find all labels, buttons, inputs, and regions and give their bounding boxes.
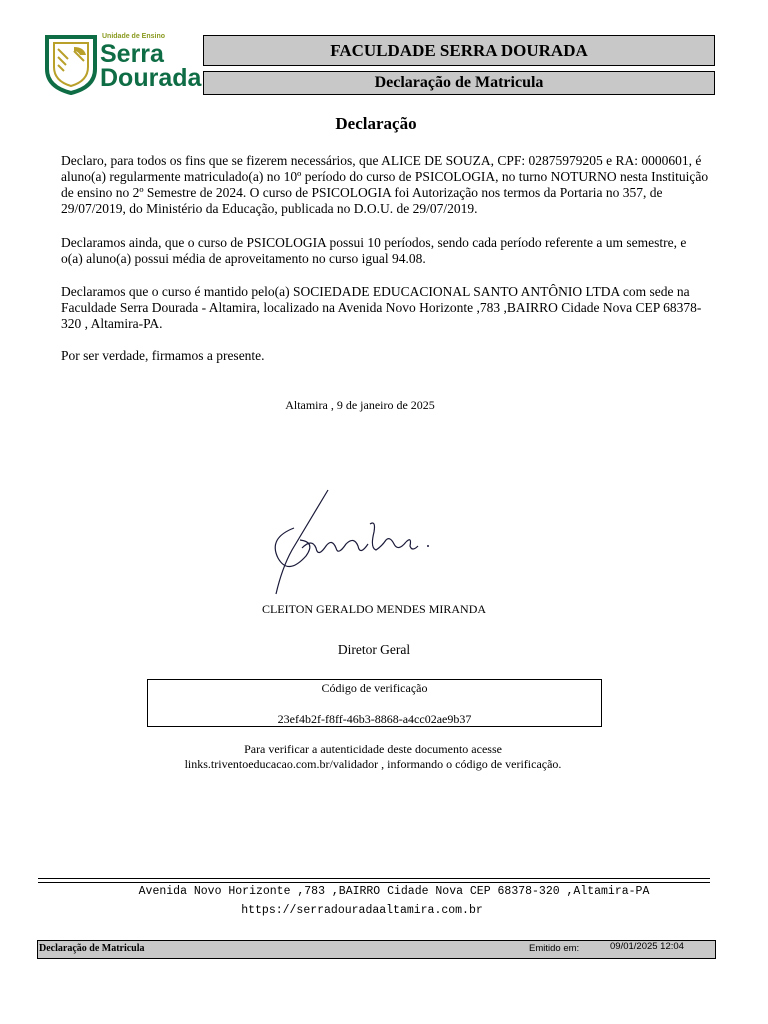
paragraph-enrollment: Declaro, para todos os fins que se fizerem necessários, que ALICE DE SOUZA, CPF: 02875979205 e RA: 0000601, é aluno(a) regularmente matriculado(a) no 10º período do curso de PSICOLOGIA, no turno NOTURNO nesta Instituição de ensino no 2º Semestre de 2024. O curso de PSICOLOGIA foi Autorização nos termos da Portaria no 357, de 29/07/2019, do Ministério da Educação, publicada no D.O.U. de 29/07/2019.: [61, 153, 709, 216]
paragraph-closing: Por ser verdade, firmamos a presente.: [61, 348, 265, 363]
logo-unit-label: Unidade de Ensino: [102, 33, 166, 40]
emitted-date: 09/01/2025 12:04: [610, 941, 684, 952]
footer-divider-bottom: [38, 882, 710, 883]
verification-instructions: [0, 742, 746, 772]
logo-text-serra: Serra: [100, 40, 164, 68]
logo-text-dourada: Dourada: [100, 64, 202, 92]
emission-bar: [37, 940, 716, 959]
verification-instructions-line1: Para verificar a autenticidade deste documento acesse: [244, 742, 502, 756]
document-title: Declaração: [335, 114, 417, 133]
handwritten-signature: [258, 484, 448, 599]
verification-instructions-line2: links.triventoeducacao.com.br/validador , informando o código de verificação.: [184, 757, 562, 771]
paragraph-course-info: Declaramos ainda, que o curso de PSICOLOGIA possui 10 períodos, sendo cada período referente a um semestre, e o(a) aluno(a) possui média de aproveitamento no curso igual 94.08.: [61, 235, 687, 266]
emitted-label: Emitido em:: [529, 943, 580, 954]
verification-label: Código de verificação: [321, 681, 428, 695]
signer-role: Diretor Geral: [337, 642, 411, 657]
footer-divider-top: [38, 878, 710, 879]
institution-name-box: FACULDADE SERRA DOURADA: [203, 35, 715, 66]
institution-logo: [44, 32, 202, 96]
verification-code-box: [147, 679, 602, 727]
paragraph-maintainer: Declaramos que o curso é mantido pelo(a) SOCIEDADE EDUCACIONAL SANTO ANTÔNIO LTDA com sede na Faculdade Serra Dourada - Altamira, localizado na Avenida Novo Horizonte ,783 ,BAIRRO Cidade Nova CEP 68378-320 , Altamira-PA.: [61, 284, 702, 331]
verification-code: 23ef4b2f-f8ff-46b3-8868-a4cc02ae9b37: [277, 712, 472, 726]
signer-name: CLEITON GERALDO MENDES MIRANDA: [261, 602, 487, 616]
shield-logo-icon: [44, 33, 98, 95]
document-type-box: Declaração de Matricula: [203, 71, 715, 95]
emission-bar-title: Declaração de Matricula: [39, 943, 145, 954]
footer-url: https://serradouradaaltamira.com.br: [241, 904, 483, 917]
footer-address: Avenida Novo Horizonte ,783 ,BAIRRO Cidade Nova CEP 68378-320 ,Altamira-PA: [138, 885, 650, 898]
date-line: Altamira , 9 de janeiro de 2025: [285, 398, 435, 412]
